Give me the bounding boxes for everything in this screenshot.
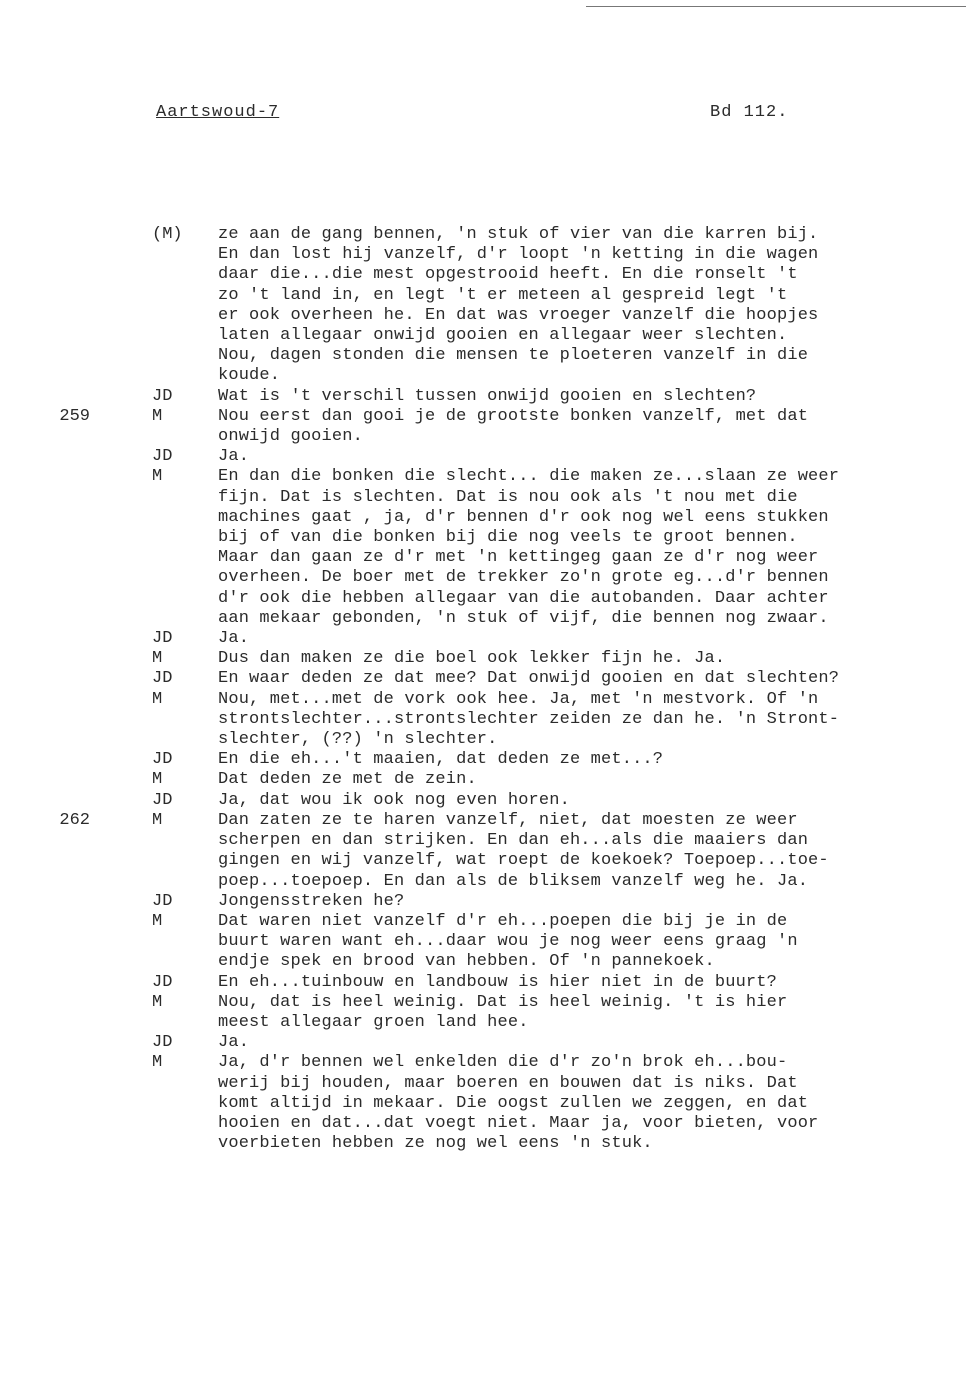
speaker-label: M [152, 810, 163, 830]
utterance-text: d'r ook die hebben allegaar van die autobanden. Daar achter [218, 588, 829, 608]
speaker-label [0, 831, 218, 851]
transcript-line [0, 1033, 966, 1053]
utterance-text: Ja. [218, 1033, 250, 1053]
transcript-line [0, 528, 966, 548]
utterance-text: komt altijd in mekaar. Die oogst zullen we zeggen, en dat [218, 1093, 809, 1113]
transcript-line [0, 1094, 966, 1114]
transcript-line [0, 791, 966, 811]
speaker-label: JD [152, 386, 173, 406]
speaker-label: M [152, 992, 163, 1012]
transcript-line [0, 326, 966, 346]
transcript-line [0, 286, 966, 306]
transcript-line [0, 407, 966, 427]
utterance-text: hooien en dat...dat voegt niet. Maar ja, voor bieten, voor [218, 1113, 819, 1133]
transcript-line [0, 1134, 966, 1154]
utterance-text: En dan lost hij vanzelf, d'r loopt 'n ketting in die wagen [218, 245, 819, 265]
utterance-text: poep...toepoep. En dan als de bliksem vanzelf weg he. Ja. [218, 871, 809, 891]
transcript-line [0, 1074, 966, 1094]
utterance-text: zo 't land in, en legt 't er meteen al gespreid legt 't [218, 285, 788, 305]
utterance-text: Ja, dat wou ik ook nog even horen. [218, 790, 570, 810]
tape-counter: 259 [59, 406, 90, 426]
transcript-line [0, 1053, 966, 1073]
utterance-text: Ja, d'r bennen wel enkelden die d'r zo'n brok eh...bou- [218, 1053, 788, 1073]
speaker-label [0, 730, 218, 750]
utterance-text: aan mekaar gebonden, 'n stuk of vijf, die bennen nog zwaar. [218, 608, 829, 628]
utterance-text: endje spek en brood van hebben. Of 'n pannekoek. [218, 952, 715, 972]
transcript-line [0, 912, 966, 932]
utterance-text: Ja. [218, 629, 250, 649]
utterance-text: En dan die bonken die slecht... die maken ze...slaan ze weer [218, 467, 840, 487]
speaker-label [0, 1013, 218, 1033]
transcript-line [0, 548, 966, 568]
transcript-line [0, 488, 966, 508]
speaker-label [0, 265, 218, 285]
transcript-line [0, 568, 966, 588]
utterance-text: bij of van die bonken bij die nog veels te groot bennen. [218, 528, 798, 548]
transcript-line [0, 750, 966, 770]
utterance-text: En waar deden ze dat mee? Dat onwijd gooien en dat slechten? [218, 669, 840, 689]
speaker-label [0, 286, 218, 306]
transcript-line [0, 245, 966, 265]
utterance-text: fijn. Dat is slechten. Dat is nou ook als 't nou met die [218, 487, 798, 507]
speaker-label [0, 1114, 218, 1134]
transcript-line [0, 770, 966, 790]
speaker-label [0, 872, 218, 892]
transcript-line [0, 467, 966, 487]
transcript-line [0, 952, 966, 972]
utterance-text: Maar dan gaan ze d'r met 'n kettingeg gaan ze d'r nog weer [218, 548, 819, 568]
speaker-label [0, 528, 218, 548]
utterance-text: En eh...tuinbouw en landbouw is hier niet in de buurt? [218, 972, 777, 992]
speaker-label [0, 427, 218, 447]
transcript-line [0, 225, 966, 245]
utterance-text: werij bij houden, maar boeren en bouwen dat is niks. Dat [218, 1073, 798, 1093]
utterance-text: Nou, dagen stonden die mensen te ploeteren vanzelf in die [218, 346, 809, 366]
speaker-label: JD [152, 669, 173, 689]
transcript-line [0, 831, 966, 851]
transcript-line [0, 508, 966, 528]
speaker-label: M [152, 689, 163, 709]
speaker-label [0, 366, 218, 386]
transcript [0, 225, 966, 1154]
utterance-text: Dat waren niet vanzelf d'r eh...poepen die bij je in de [218, 911, 788, 931]
transcript-line [0, 589, 966, 609]
transcript-line [0, 811, 966, 831]
utterance-text: meest allegaar groen land hee. [218, 1012, 529, 1032]
utterance-text: daar die...die mest opgestrooid heeft. En die ronselt 't [218, 265, 798, 285]
speaker-label: JD [152, 891, 173, 911]
tape-counter: 262 [59, 810, 90, 830]
speaker-label: M [152, 649, 163, 669]
speaker-label: JD [152, 972, 173, 992]
speaker-label: M [152, 770, 163, 790]
utterance-text: overheen. De boer met de trekker zo'n grote eg...d'r bennen [218, 568, 829, 588]
speaker-label [0, 488, 218, 508]
transcript-line [0, 993, 966, 1013]
utterance-text: Wat is 't verschil tussen onwijd gooien en slechten? [218, 386, 757, 406]
transcript-line [0, 447, 966, 467]
speaker-label: M [152, 911, 163, 931]
speaker-label: M [152, 406, 163, 426]
utterance-text: ze aan de gang bennen, 'n stuk of vier van die karren bij. [218, 225, 819, 244]
speaker-label: JD [152, 750, 173, 770]
utterance-text: slechter, (??) 'n slechter. [218, 730, 498, 750]
utterance-text: strontslechter...strontslechter zeiden ze dan he. 'n Stront- [218, 709, 840, 729]
transcript-line [0, 366, 966, 386]
transcript-line [0, 1114, 966, 1134]
speaker-label [0, 508, 218, 528]
speaker-label [0, 548, 218, 568]
speaker-label: JD [152, 629, 173, 649]
utterance-text: gingen en wij vanzelf, wat roept de koekoek? Toepoep...toe- [218, 851, 829, 871]
speaker-label: JD [152, 447, 173, 467]
speaker-label [0, 1094, 218, 1114]
utterance-text: laten allegaar onwijd gooien en allegaar weer slechten. [218, 326, 788, 346]
speaker-label [0, 1134, 218, 1154]
page-reference: Bd 112. [710, 103, 789, 122]
transcript-line [0, 710, 966, 730]
speaker-label: JD [152, 790, 173, 810]
utterance-text: machines gaat , ja, d'r bennen d'r ook nog wel eens stukken [218, 507, 829, 527]
speaker-label [0, 589, 218, 609]
transcript-line [0, 851, 966, 871]
speaker-label [0, 851, 218, 871]
utterance-text: Nou eerst dan gooi je de grootste bonken vanzelf, met dat [218, 406, 809, 426]
speaker-label [0, 609, 218, 629]
speaker-label [0, 952, 218, 972]
speaker-label [0, 710, 218, 730]
transcript-line [0, 669, 966, 689]
top-rule [586, 6, 966, 7]
transcript-line [0, 306, 966, 326]
speaker-label: JD [152, 1033, 173, 1053]
utterance-text: Ja. [218, 447, 250, 467]
transcript-line [0, 690, 966, 710]
utterance-text: Dus dan maken ze die boel ook lekker fijn he. Ja. [218, 649, 726, 669]
transcript-line [0, 265, 966, 285]
speaker-label [0, 932, 218, 952]
utterance-text: scherpen en dan strijken. En dan eh...als die maaiers dan [218, 831, 809, 851]
transcript-line [0, 427, 966, 447]
utterance-text: En die eh...'t maaien, dat deden ze met...? [218, 750, 664, 770]
utterance-text: Nou, dat is heel weinig. Dat is heel weinig. 't is hier [218, 992, 788, 1012]
utterance-text: voerbieten hebben ze nog wel eens 'n stuk. [218, 1134, 653, 1154]
utterance-text: onwijd gooien. [218, 427, 363, 447]
transcript-line [0, 346, 966, 366]
utterance-text: Jongensstreken he? [218, 891, 405, 911]
transcript-line [0, 387, 966, 407]
speaker-label [0, 306, 218, 326]
transcript-line [0, 1013, 966, 1033]
transcript-line [0, 973, 966, 993]
speaker-label: M [152, 1053, 163, 1073]
transcript-line [0, 649, 966, 669]
document-title: Aartswoud-7 [156, 103, 280, 122]
transcript-line [0, 730, 966, 750]
utterance-text: koude. [218, 366, 281, 386]
transcript-line [0, 892, 966, 912]
utterance-text: Dan zaten ze te haren vanzelf, niet, dat moesten ze weer [218, 810, 798, 830]
transcript-line [0, 609, 966, 629]
utterance-text: er ook overheen he. En dat was vroeger vanzelf die hoopjes [218, 305, 819, 325]
transcript-line [0, 629, 966, 649]
speaker-label [0, 1074, 218, 1094]
speaker-label [0, 245, 218, 265]
utterance-text: buurt waren want eh...daar wou je nog weer eens graag 'n [218, 932, 798, 952]
speaker-label: (M) [152, 225, 183, 244]
speaker-label [0, 326, 218, 346]
utterance-text: Nou, met...met de vork ook hee. Ja, met 'n mestvork. Of 'n [218, 689, 819, 709]
transcript-line [0, 872, 966, 892]
speaker-label [0, 568, 218, 588]
transcript-line [0, 932, 966, 952]
speaker-label: M [152, 467, 163, 487]
utterance-text: Dat deden ze met de zein. [218, 770, 477, 790]
speaker-label [0, 346, 218, 366]
